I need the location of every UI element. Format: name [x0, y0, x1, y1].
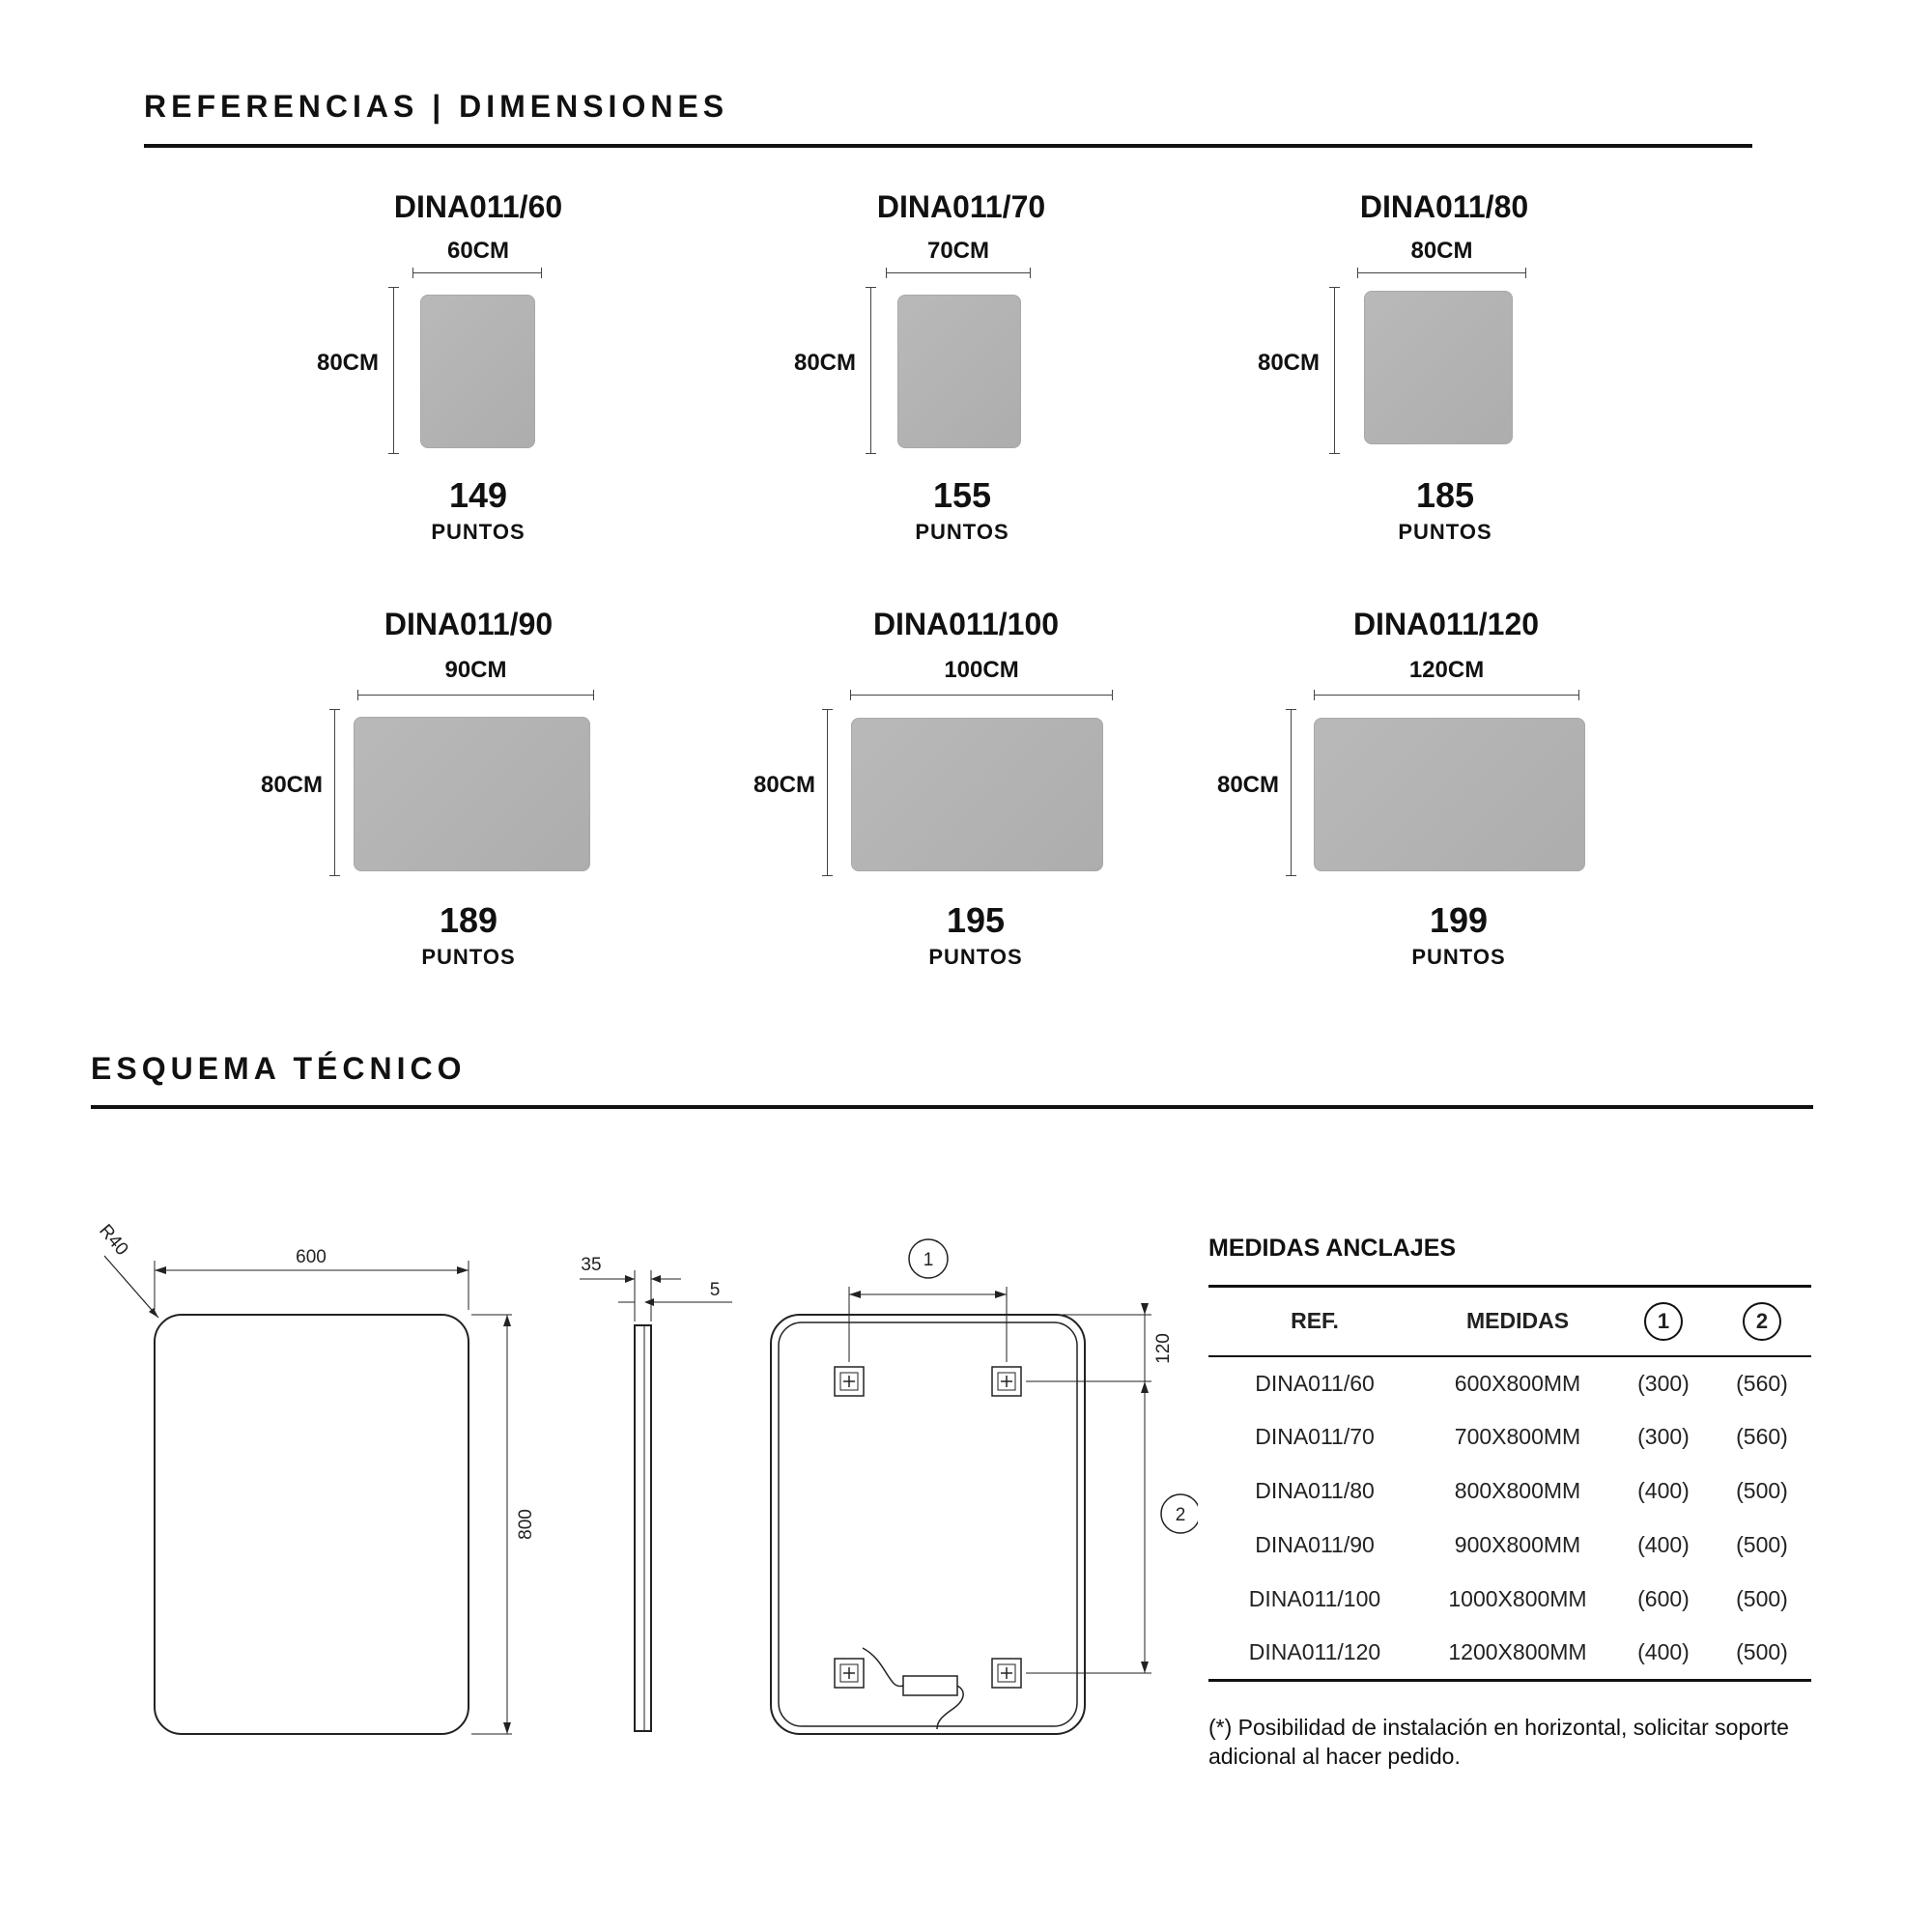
anchor-bottom-left: [835, 1659, 864, 1688]
cell-marker-2: (560): [1736, 1424, 1788, 1449]
cell-marker-1: (400): [1637, 1639, 1690, 1665]
product-height-label: 80CM: [1257, 350, 1320, 376]
product-height-label: 80CM: [793, 350, 856, 376]
product-width-label: 120CM: [1408, 657, 1485, 683]
anchors-title: MEDIDAS ANCLAJES: [1208, 1235, 1457, 1262]
product-card-120: [1188, 601, 1613, 978]
cell-ref: DINA011/120: [1248, 1639, 1381, 1665]
width-dimension-line: [886, 272, 1031, 273]
product-price-unit: PUNTOS: [1411, 945, 1506, 969]
header-marker-1: [1614, 1287, 1713, 1356]
cell-marker-1: (300): [1637, 1424, 1690, 1449]
marker-2-label: 2: [1175, 1505, 1186, 1525]
anchor-top-right: [992, 1367, 1021, 1396]
mirror-preview: [354, 717, 590, 871]
product-height-label: 80CM: [316, 350, 379, 376]
height-dimension-line: [827, 709, 828, 876]
cell-ref: DINA011/60: [1255, 1370, 1375, 1396]
product-ref: DINA011/100: [872, 607, 1060, 641]
corner-radius-label: R40: [95, 1220, 132, 1260]
cell-ref: DINA011/70: [1255, 1424, 1375, 1449]
height-dimension-line: [870, 287, 871, 454]
cell-marker-1: (300): [1637, 1370, 1690, 1396]
cell-ref: DINA011/100: [1248, 1586, 1381, 1611]
anchor-bottom-right: [992, 1659, 1021, 1688]
technical-rule: [91, 1105, 1813, 1109]
product-height-label: 80CM: [753, 772, 815, 798]
side-depth-label: 35: [581, 1255, 602, 1275]
product-price: 195: [946, 900, 1006, 940]
product-ref: DINA011/60: [393, 189, 563, 224]
width-dimension-line: [850, 695, 1113, 696]
mirror-preview: [897, 295, 1021, 448]
header-marker-2: [1713, 1287, 1811, 1356]
cell-marker-1: (400): [1637, 1532, 1690, 1557]
marker-1-badge: 1: [1644, 1302, 1683, 1341]
product-card-60: [290, 184, 676, 551]
product-card-100: [724, 601, 1130, 978]
product-card-80: [1227, 184, 1613, 551]
mirror-preview: [1314, 718, 1585, 871]
product-height-label: 80CM: [1216, 772, 1279, 798]
installation-footnote: (*) Posibilidad de instalación en horizontal, solicitar soporte adicional al hacer pedido.: [1208, 1715, 1789, 1769]
cell-marker-2: (560): [1736, 1370, 1788, 1396]
cell-medidas: 1200X800MM: [1448, 1639, 1587, 1665]
mirror-preview: [851, 718, 1103, 871]
table-row: [1208, 1519, 1811, 1573]
table-row: [1208, 1573, 1811, 1627]
references-title: REFERENCIAS | DIMENSIONES: [144, 89, 729, 124]
cell-medidas: 1000X800MM: [1448, 1586, 1587, 1611]
product-price: 189: [439, 900, 498, 940]
product-width-label: 100CM: [944, 657, 1019, 683]
header-medidas: MEDIDAS: [1465, 1308, 1570, 1334]
table-row: [1208, 1464, 1811, 1519]
table-header-row: [1208, 1287, 1811, 1356]
product-price: 155: [932, 475, 992, 515]
table-row: [1208, 1410, 1811, 1464]
cell-marker-2: (500): [1736, 1639, 1788, 1665]
product-width-label: 90CM: [444, 657, 507, 683]
cell-medidas: 800X800MM: [1454, 1478, 1581, 1503]
mirror-preview: [1364, 291, 1513, 444]
product-width-label: 70CM: [926, 238, 990, 264]
side-edge-label: 5: [709, 1280, 721, 1300]
width-dimension-line: [357, 695, 594, 696]
cell-medidas: 600X800MM: [1454, 1370, 1581, 1396]
led-driver: [903, 1676, 957, 1695]
header-ref: REF.: [1291, 1308, 1339, 1334]
product-ref: DINA011/80: [1359, 189, 1529, 224]
table-row: [1208, 1627, 1811, 1681]
cell-medidas: 700X800MM: [1454, 1424, 1581, 1449]
product-price-unit: PUNTOS: [915, 520, 1009, 544]
height-dimension-line: [393, 287, 394, 454]
anchor-top-left: [835, 1367, 864, 1396]
product-height-label: 80CM: [260, 772, 323, 798]
product-price: 149: [448, 475, 508, 515]
offset-label: 120: [1153, 1333, 1174, 1364]
cell-marker-2: (500): [1736, 1586, 1788, 1611]
product-ref: DINA011/90: [384, 607, 554, 641]
width-dimension-line: [1314, 695, 1579, 696]
cell-marker-2: (500): [1736, 1532, 1788, 1557]
height-dimension-line: [1334, 287, 1335, 454]
marker-2-badge: 2: [1743, 1302, 1781, 1341]
width-dimension-line: [412, 272, 542, 273]
references-rule: [144, 144, 1752, 148]
height-dimension-line: [1291, 709, 1292, 876]
mirror-preview: [420, 295, 535, 448]
product-ref: DINA011/120: [1352, 607, 1540, 641]
back-view-outline: [771, 1315, 1085, 1734]
height-dimension-line: [334, 709, 335, 876]
product-width-label: 80CM: [1410, 238, 1473, 264]
product-price-unit: PUNTOS: [421, 945, 516, 969]
product-price-unit: PUNTOS: [928, 945, 1023, 969]
product-ref: DINA011/70: [876, 189, 1046, 224]
cell-marker-2: (500): [1736, 1478, 1788, 1503]
side-view-outline: [635, 1325, 651, 1731]
product-card-90: [232, 601, 638, 978]
technical-drawing: [0, 1217, 1198, 1758]
cell-marker-1: (600): [1637, 1586, 1690, 1611]
table-row: [1208, 1356, 1811, 1410]
cell-medidas: 900X800MM: [1454, 1532, 1581, 1557]
front-width-label: 600: [296, 1247, 327, 1267]
product-card-70: [763, 184, 1150, 551]
cell-marker-1: (400): [1637, 1478, 1690, 1503]
product-price: 199: [1429, 900, 1489, 940]
product-price-unit: PUNTOS: [1398, 520, 1492, 544]
product-width-label: 60CM: [446, 238, 510, 264]
width-dimension-line: [1357, 272, 1526, 273]
product-price: 185: [1415, 475, 1475, 515]
front-height-label: 800: [516, 1509, 536, 1540]
anchors-table: [1208, 1285, 1811, 1682]
product-price-unit: PUNTOS: [431, 520, 526, 544]
front-view-outline: [155, 1315, 469, 1734]
marker-1-label: 1: [923, 1250, 934, 1270]
cell-ref: DINA011/90: [1255, 1532, 1375, 1557]
technical-title: ESQUEMA TÉCNICO: [91, 1051, 467, 1086]
cell-ref: DINA011/80: [1255, 1478, 1375, 1503]
